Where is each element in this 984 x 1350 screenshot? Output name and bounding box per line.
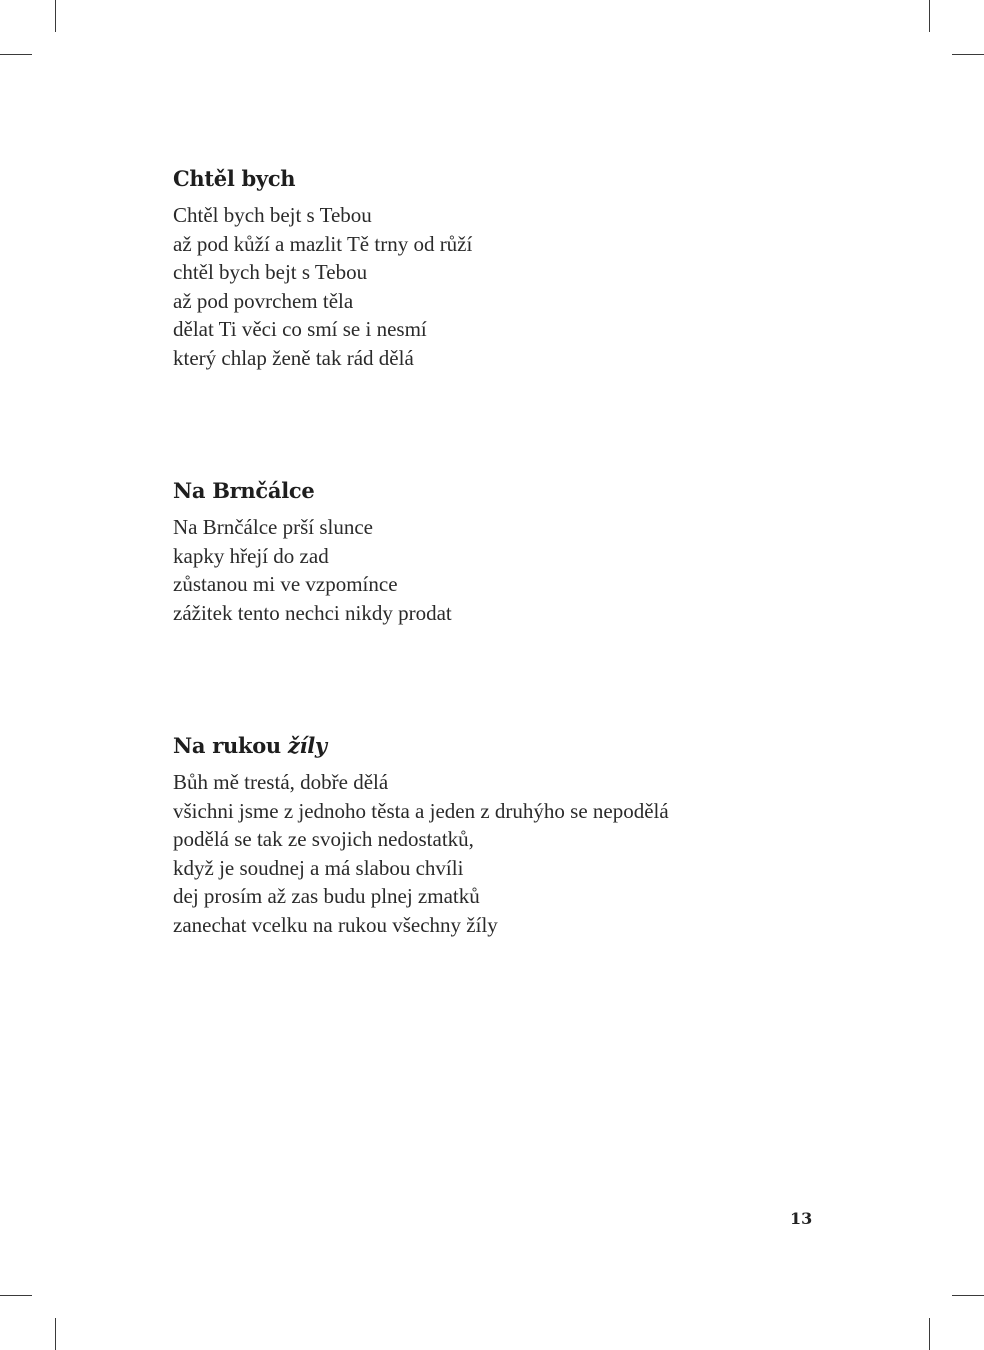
- poem-line: Bůh mě trestá, dobře dělá: [173, 770, 389, 794]
- poem-na-brncalce: [173, 478, 452, 627]
- poem-na-rukou-zily: [173, 733, 669, 939]
- poem-line: podělá se tak ze svojich nedostatků,: [173, 827, 474, 851]
- poem-line: Na Brnčálce prší slunce: [173, 515, 374, 539]
- crop-mark-top-left-horizontal: [0, 54, 32, 55]
- poem-line: zážitek tento nechci nikdy prodat: [173, 600, 452, 625]
- crop-mark-top-left-vertical: [55, 0, 56, 32]
- poem-title-italic: žíly: [287, 733, 327, 758]
- poem-line: chtěl bych bejt s Tebou: [173, 260, 368, 284]
- poem-line: až pod povrchem těla: [173, 288, 354, 313]
- poem-title-regular: Na rukou: [173, 733, 288, 758]
- poem-title: Na Brnčálce: [173, 478, 315, 503]
- poem-line: který chlap ženě tak rád dělá: [173, 345, 414, 370]
- crop-mark-bottom-left-vertical: [55, 1318, 56, 1350]
- poem-title: Chtěl bych: [173, 166, 296, 191]
- page-number: 13: [790, 1209, 813, 1228]
- poem-line: dělat Ti věci co smí se i nesmí: [173, 317, 427, 341]
- crop-mark-bottom-left-horizontal: [0, 1295, 32, 1296]
- poem-chtel-bych: [173, 166, 472, 372]
- crop-mark-bottom-right-vertical: [929, 1318, 930, 1350]
- poem-line: Chtěl bych bejt s Tebou: [173, 203, 372, 227]
- poem-line: všichni jsme z jednoho těsta a jeden z druhýho se nepodělá: [173, 798, 669, 823]
- poem-line: zanechat vcelku na rukou všechny žíly: [173, 912, 498, 937]
- poem-title: [173, 733, 669, 759]
- crop-mark-top-right-vertical: [929, 0, 930, 32]
- poem-line: až pod kůží a mazlit Tě trny od růží: [173, 231, 473, 256]
- poem-line: když je soudnej a má slabou chvíli: [173, 855, 464, 880]
- crop-mark-bottom-right-horizontal: [952, 1295, 984, 1296]
- poem-line: kapky hřejí do zad: [173, 543, 329, 568]
- poem-line: dej prosím až zas budu plnej zmatků: [173, 884, 480, 908]
- poem-line: zůstanou mi ve vzpomínce: [173, 572, 398, 596]
- crop-mark-top-right-horizontal: [952, 54, 984, 55]
